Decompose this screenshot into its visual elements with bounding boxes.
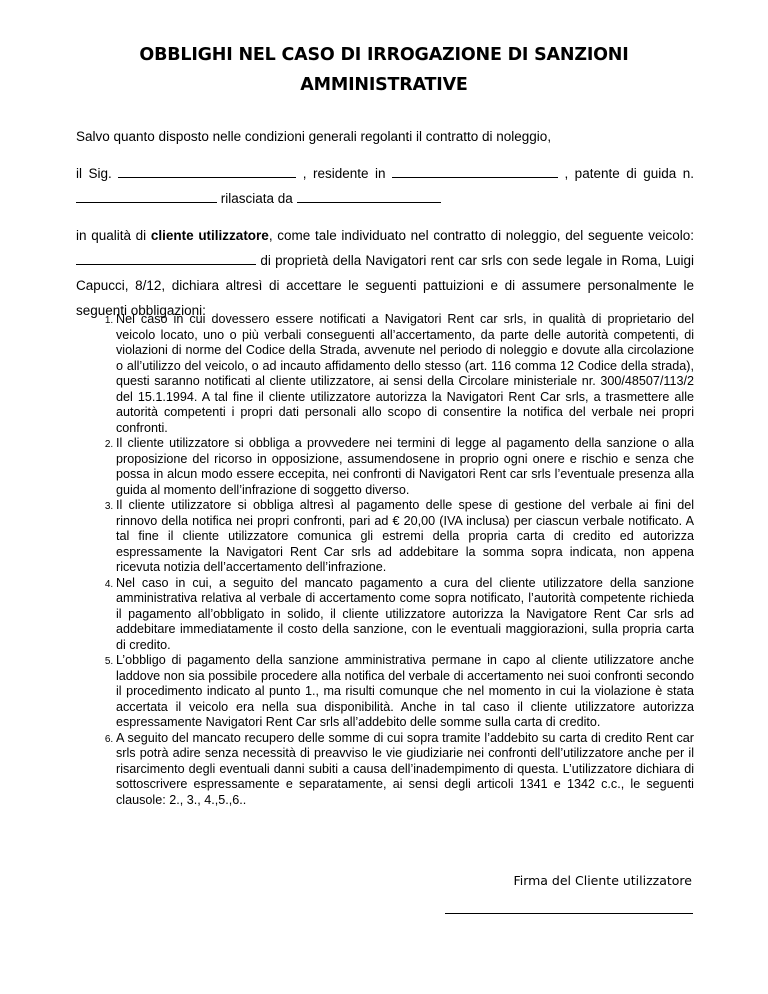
role-label: cliente utilizzatore (150, 228, 269, 243)
clause-item: 1. Nel caso in cui dovessero essere notificati a Navigatori Rent car srls, in qualità di proprietario del veicolo locato, uno o più verbali conseguenti all’accertamento, da parte delle autorità competenti, di violazioni di norme del Codice della Strada, avvenute nel periodo di noleggio e dovute alla circolazione o all’utilizzo del veicolo, o ad incauto affidamento dello stesso (art. 116 comma 12 Codice della strada), questi saranno notificati al cliente utilizzatore, ai sensi della Circolare ministeriale nr. 300/48507/113/2 del 15.1.1994. A tal fine il cliente utilizzatore autorizza la Navigatori Rent Car srls, a trasmettere alle autorità competenti i propri dati personali allo scopo di consentire la notifica del verbale nei propri confronti. (116, 312, 694, 436)
vehicle-paragraph-rest: di proprietà della Navigatori rent car srls con sede legale in Roma, Luigi Capucci, 8/12, dichiara altresì di accettare le seguenti pattuizioni e di assumere personalmente le seguenti obbligazioni: (76, 253, 694, 318)
license-number-field[interactable] (76, 188, 217, 203)
license-details-line (76, 186, 694, 211)
vehicle-label: veicolo: (648, 228, 694, 243)
clauses-list (76, 312, 694, 808)
residence-label: , residente in (302, 166, 386, 181)
sig-label: il Sig. (76, 166, 112, 181)
intro-section (76, 124, 694, 323)
vehicle-paragraph (76, 223, 694, 323)
role-suffix: , come tale individuato nel contratto di noleggio, del seguente (268, 228, 644, 243)
document-title (80, 40, 688, 100)
clause-item: 2. Il cliente utilizzatore si obbliga a provvedere nei termini di legge al pagamento della sanzione o alla proposizione del ricorso in opposizione, assumendosene in proprio ogni onere e rischio e senza che possa in alcun modo essere eccepita, nei confronti di Navigatori Rent car srls l’eventuale presenza alla guida al momento dell’infrazione di soggetto diverso. (116, 436, 694, 498)
role-prefix: in qualità di (76, 228, 147, 243)
title-line-1: OBBLIGHI NEL CASO DI IRROGAZIONE DI SANZIONI (139, 45, 629, 65)
clause-item: 5. L’obbligo di pagamento della sanzione amministrativa permane in capo al cliente utilizzatore anche laddove non sia possibile procedere alla notifica del verbale di accertamento nei suoi confronti secondo il procedimento indicato al punto 1., ma risulti comunque che nel momento in cui la violazione è stata accertata il veicolo era nella sua disponibilità. Anche in tal caso il cliente utilizzatore autorizza espressamente Navigatori Rent Car srls all’addebito delle somme sulla carta di credito. (116, 653, 694, 731)
title-line-2: AMMINISTRATIVE (300, 75, 468, 95)
client-name-field[interactable] (118, 163, 296, 178)
license-label: , patente di guida n. (564, 166, 694, 181)
vehicle-field[interactable] (76, 250, 256, 265)
intro-line: Salvo quanto disposto nelle condizioni generali regolanti il contratto di noleggio, (76, 129, 552, 144)
clause-item: 3. Il cliente utilizzatore si obbliga altresì al pagamento delle spese di gestione del verbale ai fini del rinnovo della notifica nei propri confronti, pari ad € 20,00 (IVA inclusa) per ciascun verbale notificato. A tal fine il cliente utilizzatore comunica gli estremi della propria carta di credito ed autorizza espressamente la Navigatori Rent Car srls ad addebitare la somma sopra indicata, non appena ricevuta notizia dell’accertamento dell’infrazione. (116, 498, 694, 576)
clause-item: 6. A seguito del mancato recupero delle somme di cui sopra tramite l’addebito su carta di credito Rent car srls potrà adire senza necessità di preavviso le vie giudiziarie nei confronti dell’utilizzatore anche per il risarcimento degli eventuali danni subiti a causa dell’inadempimento di questa. L’utilizzatore dichiara di sottoscrivere espressamente e separatamente, ai sensi degli articoli 1341 e 1342 c.c., le seguenti clausole: 2., 3., 4.,5.,6.. (116, 731, 694, 809)
signature-label: Firma del Cliente utilizzatore (513, 873, 692, 888)
issued-by-label: rilasciata da (220, 191, 293, 206)
issued-by-field[interactable] (297, 188, 441, 203)
residence-field[interactable] (392, 163, 558, 178)
client-details-line (76, 161, 694, 186)
signature-line[interactable] (445, 913, 693, 914)
clause-item: 4. Nel caso in cui, a seguito del mancato pagamento a cura del cliente utilizzatore della sanzione amministrativa relativa al verbale di accertamento come sopra notificato, l’autorità competente richieda il pagamento all’obbligato in solido, il cliente utilizzatore autorizza la Navigatore Rent Car srls ad addebitare immediatamente il costo della sanzione, con le eventuali maggiorazioni, sulla propria carta di credito. (116, 576, 694, 654)
